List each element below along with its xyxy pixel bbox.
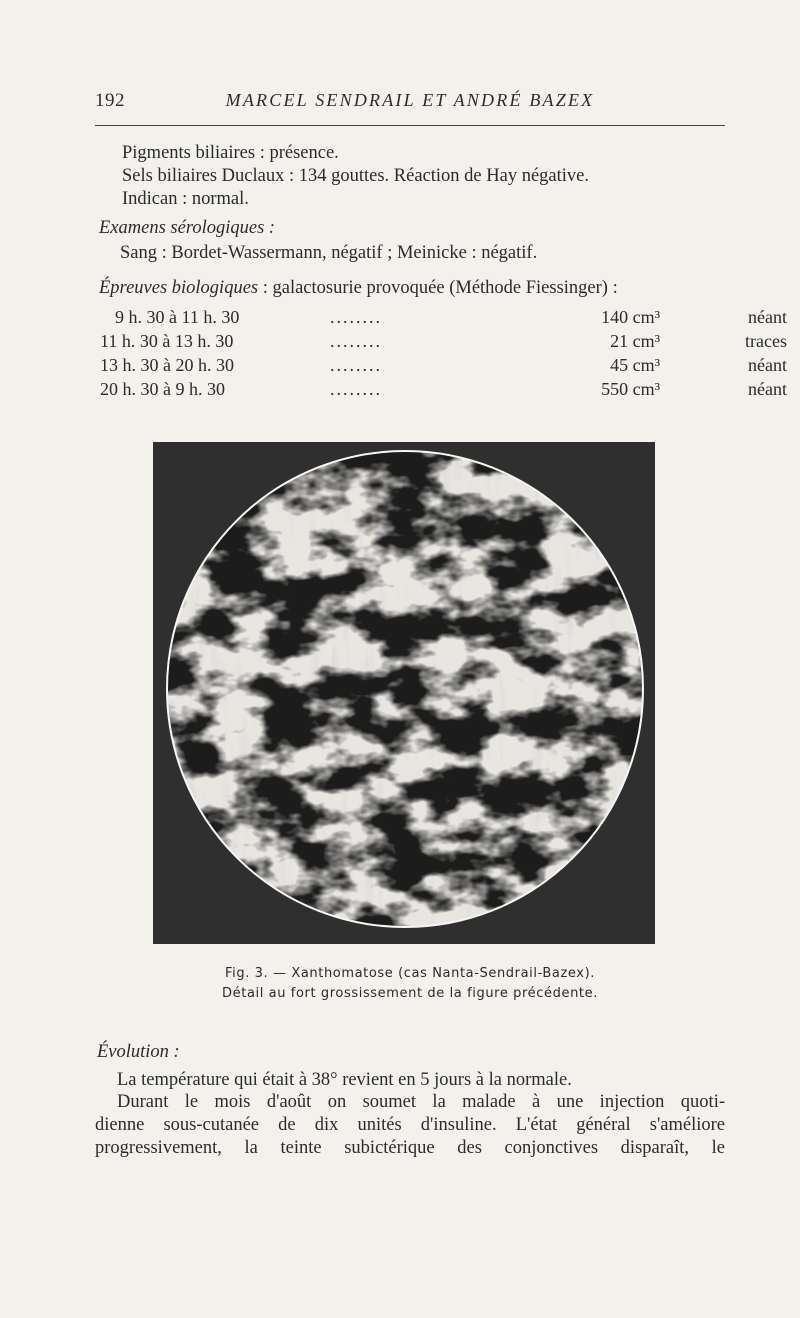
volume-cell: 140 cm³	[601, 307, 660, 327]
urine-line-pigments: Pigments biliaires : présence.	[122, 143, 339, 163]
leader-dots: ........	[330, 379, 382, 399]
serology-line: Sang : Bordet-Wassermann, négatif ; Meinicke : négatif.	[120, 243, 538, 263]
leader-dots: ........	[330, 331, 382, 351]
biology-heading	[99, 276, 618, 300]
evolution-p2-line-2: dienne sous-cutanée de dix unités d'insuline. L'état général s'améliore	[95, 1115, 725, 1135]
serology-heading: Examens sérologiques :	[99, 218, 276, 238]
figure-caption-line-2: Détail au fort grossissement de la figure précédente.	[222, 986, 598, 1001]
period-cell: 11 h. 30 à 13 h. 30	[100, 331, 234, 351]
urine-line-indican: Indican : normal.	[122, 189, 249, 209]
page-number: 192	[95, 90, 125, 111]
leader-dots: ........	[330, 355, 382, 375]
volume-cell: 21 cm³	[610, 331, 660, 351]
volume-cell: 550 cm³	[601, 379, 660, 399]
result-cell: traces	[745, 331, 787, 351]
period-cell: 9 h. 30 à 11 h. 30	[115, 307, 240, 327]
micrograph-image	[153, 442, 655, 944]
result-cell: néant	[748, 307, 787, 327]
table-row	[100, 379, 787, 403]
page-header	[95, 90, 725, 118]
evolution-heading: Évolution :	[97, 1042, 180, 1062]
urine-line-sels: Sels biliaires Duclaux : 134 gouttes. Réaction de Hay négative.	[122, 166, 590, 186]
running-head: MARCEL SENDRAIL ET ANDRÉ BAZEX	[225, 90, 595, 110]
result-cell: néant	[748, 355, 787, 375]
period-cell: 20 h. 30 à 9 h. 30	[100, 379, 225, 399]
biology-heading-italic: Épreuves biologiques	[99, 278, 259, 298]
figure-caption-line-1: Fig. 3. — Xanthomatose (cas Nanta-Sendrail-Bazex).	[225, 966, 595, 981]
galactosuria-table	[100, 307, 787, 403]
biology-heading-rest: : galactosurie provoquée (Méthode Fiessinger) :	[258, 278, 618, 298]
leader-dots: ........	[330, 307, 382, 327]
evolution-p2-line-3: progressivement, la teinte subictérique des conjonctives disparaît, le	[95, 1138, 725, 1158]
micrograph-figure	[153, 442, 655, 944]
period-cell: 13 h. 30 à 20 h. 30	[100, 355, 234, 375]
result-cell: néant	[748, 379, 787, 399]
table-row	[100, 355, 787, 379]
table-row	[100, 307, 787, 331]
evolution-p2-line-1: Durant le mois d'août on soumet la malade à une injection quoti-	[117, 1092, 725, 1112]
header-rule	[95, 125, 725, 126]
evolution-paragraph-1: La température qui était à 38° revient en 5 jours à la normale.	[117, 1070, 572, 1090]
table-row	[100, 331, 787, 355]
volume-cell: 45 cm³	[610, 355, 660, 375]
